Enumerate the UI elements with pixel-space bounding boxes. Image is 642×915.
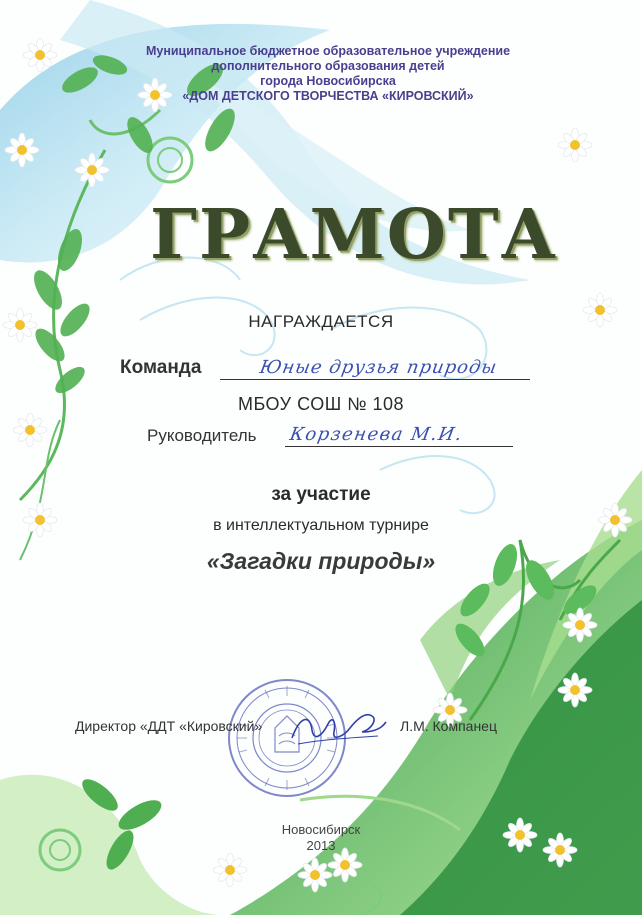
director-title: Директор «ДДТ «Кировский» [75,718,263,734]
director-signature [288,706,388,750]
leader-underline [285,446,513,447]
certificate-title: ГРАМОТА [150,195,558,275]
issuer-line-4: «ДОМ ДЕТСКОГО ТВОРЧЕСТВА «КИРОВСКИЙ» [182,89,474,103]
city: Новосибирск [281,822,361,837]
awarded-label: НАГРАЖДАЕТСЯ [248,312,394,331]
team-underline [220,379,530,380]
leader-name-handwritten: Корзенева М.И. [288,424,465,445]
school-name: МБОУ СОШ № 108 [237,394,405,414]
issuer-line-1: Муниципальное бюджетное образовательное учреждение [145,44,511,58]
event-name: «Загадки природы» [206,548,436,574]
team-name-handwritten: Юные друзья природы [258,357,499,378]
issuer-header [118,44,538,104]
leader-row [147,426,547,452]
tournament-text: в интеллектуальном турнире [213,517,429,534]
team-label: Команда [120,357,202,378]
director-name: Л.М. Компанец [400,718,497,734]
for-participation-text: за участие [271,484,371,505]
year: 2013 [306,838,336,853]
team-row [120,357,540,383]
issuer-line-2: дополнительного образования детей [211,59,445,73]
leader-label: Руководитель [147,426,257,445]
issuer-line-3: города Новосибирска [260,74,396,88]
